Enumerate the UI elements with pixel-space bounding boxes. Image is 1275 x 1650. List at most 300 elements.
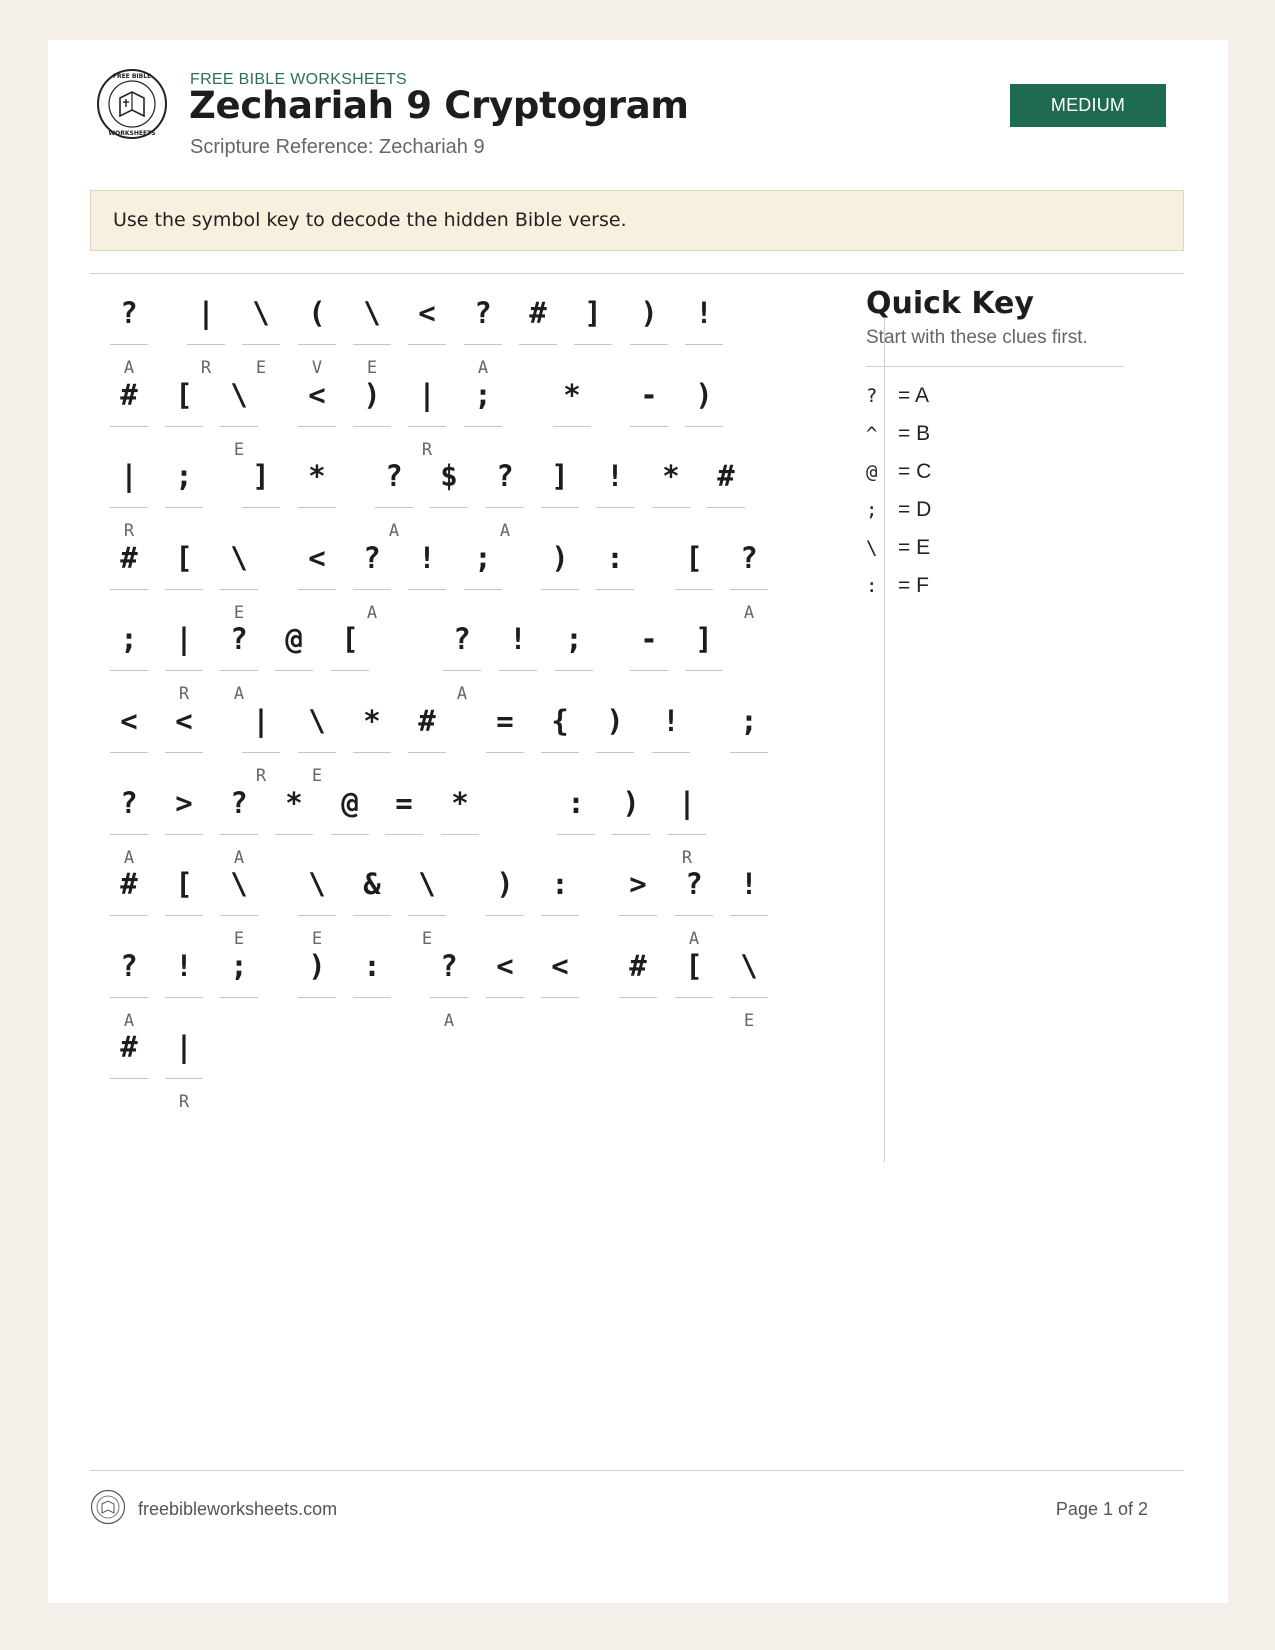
cipher-cell — [408, 696, 446, 782]
hint-letter: A — [123, 1011, 135, 1031]
cipher-cell — [110, 696, 148, 782]
answer-blank[interactable] — [165, 997, 203, 998]
answer-blank[interactable] — [630, 670, 668, 671]
cipher-symbol: | — [418, 378, 436, 412]
cipher-cell — [220, 370, 258, 460]
cipher-symbol: ? — [363, 541, 381, 575]
answer-blank[interactable] — [353, 997, 391, 998]
cipher-cell — [110, 533, 148, 619]
hint-letter: E — [311, 929, 323, 949]
cipher-symbol: | — [175, 622, 193, 656]
answer-blank[interactable] — [730, 997, 768, 998]
page-number: Page 1 of 2 — [1055, 1499, 1148, 1519]
quick-key-symbol: ; — [866, 499, 878, 521]
answer-blank[interactable] — [242, 752, 280, 753]
answer-blank[interactable] — [220, 834, 258, 835]
cipher-symbol: \ — [363, 296, 381, 330]
answer-blank[interactable] — [499, 670, 537, 671]
cipher-cell — [353, 370, 391, 456]
cipher-symbol: ? — [685, 867, 703, 901]
cipher-cell — [541, 859, 579, 945]
cipher-cell — [630, 614, 668, 700]
difficulty-badge: MEDIUM — [1010, 84, 1166, 127]
cipher-cell — [110, 288, 148, 378]
answer-blank[interactable] — [408, 426, 446, 427]
cipher-symbol: ; — [175, 459, 193, 493]
cipher-symbol: > — [175, 786, 193, 820]
cipher-cell — [110, 370, 148, 456]
cipher-cell — [441, 778, 479, 864]
answer-blank[interactable] — [331, 670, 369, 671]
answer-blank[interactable] — [298, 426, 336, 427]
cipher-symbol: ] — [551, 459, 569, 493]
cipher-cell — [541, 696, 579, 782]
cipher-cell — [668, 778, 706, 868]
answer-blank[interactable] — [110, 915, 148, 916]
cipher-cell — [408, 533, 446, 619]
cipher-symbol: # — [120, 1030, 138, 1064]
answer-blank[interactable] — [486, 507, 524, 508]
cipher-symbol: ( — [308, 296, 326, 330]
hint-letter: A — [477, 358, 489, 378]
cipher-cell — [707, 451, 745, 537]
answer-blank[interactable] — [668, 834, 706, 835]
cipher-symbol: # — [717, 459, 735, 493]
cipher-symbol: ) — [363, 378, 381, 412]
answer-blank[interactable] — [110, 344, 148, 345]
hint-letter: A — [123, 358, 135, 378]
cipher-cell — [110, 1022, 148, 1108]
cipher-symbol: [ — [685, 949, 703, 983]
answer-blank[interactable] — [220, 589, 258, 590]
cipher-symbol: = — [496, 704, 514, 738]
cipher-symbol: \ — [230, 541, 248, 575]
answer-blank[interactable] — [675, 589, 713, 590]
cipher-symbol: : — [606, 541, 624, 575]
answer-blank[interactable] — [685, 426, 723, 427]
footer-website: freebibleworksheets.com — [138, 1499, 338, 1519]
answer-blank[interactable] — [596, 589, 634, 590]
cipher-cell — [652, 451, 690, 537]
hint-letter: A — [499, 521, 511, 541]
cipher-cell — [541, 533, 579, 619]
cipher-cell — [730, 941, 768, 1031]
answer-blank[interactable] — [619, 915, 657, 916]
cipher-symbol: ) — [606, 704, 624, 738]
answer-blank[interactable] — [165, 670, 203, 671]
cipher-cell — [220, 778, 258, 868]
answer-blank[interactable] — [596, 752, 634, 753]
cipher-symbol: [ — [341, 622, 359, 656]
answer-blank[interactable] — [110, 507, 148, 508]
hint-letter: A — [443, 1011, 455, 1031]
hint-letter: A — [123, 848, 135, 868]
cipher-symbol: \ — [418, 867, 436, 901]
answer-blank[interactable] — [275, 834, 313, 835]
cipher-cell — [110, 778, 148, 868]
cipher-cell — [464, 533, 502, 619]
cipher-cell — [685, 370, 723, 456]
cipher-cell — [675, 533, 713, 619]
answer-blank[interactable] — [486, 997, 524, 998]
hint-letter: E — [366, 358, 378, 378]
cipher-symbol: ) — [640, 296, 658, 330]
cipher-cell — [375, 451, 413, 541]
answer-blank[interactable] — [353, 344, 391, 345]
answer-blank[interactable] — [165, 915, 203, 916]
cipher-cell — [619, 859, 657, 945]
cipher-cell — [574, 288, 612, 374]
answer-blank[interactable] — [242, 507, 280, 508]
footer-divider — [90, 1470, 1184, 1471]
worksheet-page — [48, 40, 1228, 1603]
cipher-symbol: ? — [230, 622, 248, 656]
hint-letter: R — [123, 521, 135, 541]
cipher-cell — [685, 288, 723, 374]
cipher-cell — [298, 941, 336, 1027]
answer-blank[interactable] — [557, 834, 595, 835]
cipher-symbol: : — [567, 786, 585, 820]
answer-blank[interactable] — [630, 344, 668, 345]
hint-letter: R — [681, 848, 693, 868]
quick-key-item — [866, 457, 931, 495]
quick-key-symbol: @ — [866, 461, 878, 483]
answer-blank[interactable] — [486, 915, 524, 916]
answer-blank[interactable] — [519, 344, 557, 345]
cipher-symbol: ? — [440, 949, 458, 983]
cipher-symbol: [ — [175, 867, 193, 901]
answer-blank[interactable] — [596, 507, 634, 508]
answer-blank[interactable] — [430, 507, 468, 508]
answer-blank[interactable] — [541, 915, 579, 916]
answer-blank[interactable] — [430, 997, 468, 998]
cipher-cell — [499, 614, 537, 700]
answer-blank[interactable] — [630, 426, 668, 427]
hint-letter: A — [743, 603, 755, 623]
cipher-symbol: ] — [584, 296, 602, 330]
cipher-symbol: > — [629, 867, 647, 901]
cipher-cell — [298, 288, 336, 378]
cipher-cell — [675, 941, 713, 1027]
cipher-cell — [464, 370, 502, 456]
logo-ring-bottom: WORKSHEETS — [108, 130, 156, 137]
answer-blank[interactable] — [408, 344, 446, 345]
cipher-symbol: ? — [120, 786, 138, 820]
cipher-cell — [408, 288, 446, 374]
cipher-cell — [596, 696, 634, 782]
answer-blank[interactable] — [110, 426, 148, 427]
cipher-cell — [220, 614, 258, 704]
answer-blank[interactable] — [612, 834, 650, 835]
cipher-symbol: | — [120, 459, 138, 493]
answer-blank[interactable] — [110, 997, 148, 998]
cipher-symbol: \ — [230, 378, 248, 412]
cipher-symbol: ) — [496, 867, 514, 901]
cipher-cell — [187, 288, 225, 378]
answer-blank[interactable] — [553, 426, 591, 427]
page-title: Zechariah 9 Cryptogram — [189, 84, 689, 127]
answer-blank[interactable] — [165, 426, 203, 427]
answer-blank[interactable] — [652, 752, 690, 753]
cipher-symbol: ] — [252, 459, 270, 493]
instructions-box: Use the symbol key to decode the hidden Bible verse. — [90, 190, 1184, 251]
answer-blank[interactable] — [242, 344, 280, 345]
answer-blank[interactable] — [385, 834, 423, 835]
quick-key-letter: = F — [898, 574, 929, 597]
answer-blank[interactable] — [165, 1078, 203, 1079]
answer-blank[interactable] — [353, 589, 391, 590]
cipher-cell — [486, 451, 524, 541]
cipher-symbol: [ — [685, 541, 703, 575]
cipher-cell — [555, 614, 593, 700]
cipher-symbol: : — [551, 867, 569, 901]
cipher-cell — [519, 288, 557, 374]
hint-letter: R — [178, 684, 190, 704]
cipher-symbol: < — [120, 704, 138, 738]
answer-blank[interactable] — [685, 344, 723, 345]
answer-blank[interactable] — [574, 344, 612, 345]
cipher-symbol: ! — [695, 296, 713, 330]
hint-letter: A — [388, 521, 400, 541]
cipher-cell — [298, 451, 336, 537]
answer-blank[interactable] — [443, 670, 481, 671]
answer-blank[interactable] — [298, 915, 336, 916]
quick-key-symbol: \ — [866, 537, 878, 559]
cipher-cell — [430, 941, 468, 1031]
answer-blank[interactable] — [619, 997, 657, 998]
cipher-cell — [486, 696, 524, 782]
answer-blank[interactable] — [541, 589, 579, 590]
answer-blank[interactable] — [298, 589, 336, 590]
answer-blank[interactable] — [652, 507, 690, 508]
answer-blank[interactable] — [707, 507, 745, 508]
quick-key-symbol: ^ — [866, 423, 878, 445]
answer-blank[interactable] — [331, 834, 369, 835]
cipher-cell — [242, 288, 280, 378]
answer-blank[interactable] — [187, 344, 225, 345]
quick-key-divider — [866, 366, 1124, 367]
answer-blank[interactable] — [275, 670, 313, 671]
cipher-symbol: ? — [740, 541, 758, 575]
answer-blank[interactable] — [220, 997, 258, 998]
answer-blank[interactable] — [730, 752, 768, 753]
cipher-symbol: \ — [740, 949, 758, 983]
answer-blank[interactable] — [675, 915, 713, 916]
answer-blank[interactable] — [353, 752, 391, 753]
cipher-symbol: & — [363, 867, 381, 901]
cipher-symbol: < — [496, 949, 514, 983]
cipher-symbol: < — [418, 296, 436, 330]
cipher-symbol: * — [662, 459, 680, 493]
answer-blank[interactable] — [464, 589, 502, 590]
quick-key-letter: = C — [898, 460, 932, 483]
quick-key-letter: = B — [898, 422, 931, 445]
answer-blank[interactable] — [685, 670, 723, 671]
cipher-cell — [612, 778, 650, 864]
cipher-cell — [165, 614, 203, 704]
cipher-cell — [165, 696, 203, 782]
hint-letter: R — [178, 1092, 190, 1112]
brand-name: FREE BIBLE WORKSHEETS — [190, 71, 408, 88]
cipher-symbol: \ — [308, 704, 326, 738]
answer-blank[interactable] — [220, 915, 258, 916]
cipher-cell — [298, 533, 336, 619]
quick-key-list — [866, 381, 931, 609]
hint-letter: E — [233, 929, 245, 949]
answer-blank[interactable] — [353, 426, 391, 427]
answer-blank[interactable] — [464, 426, 502, 427]
cipher-cell — [242, 696, 280, 786]
answer-blank[interactable] — [730, 589, 768, 590]
cipher-cell — [541, 451, 579, 537]
cipher-symbol: | — [197, 296, 215, 330]
cipher-cell — [486, 859, 524, 945]
answer-blank[interactable] — [408, 752, 446, 753]
answer-blank[interactable] — [464, 344, 502, 345]
answer-blank[interactable] — [441, 834, 479, 835]
answer-blank[interactable] — [541, 997, 579, 998]
cipher-symbol: ; — [565, 622, 583, 656]
answer-blank[interactable] — [298, 997, 336, 998]
cipher-cell — [443, 614, 481, 704]
answer-blank[interactable] — [110, 670, 148, 671]
hint-letter: E — [233, 603, 245, 623]
cipher-symbol: * — [308, 459, 326, 493]
cipher-cell — [619, 941, 657, 1027]
cipher-symbol: \ — [252, 296, 270, 330]
cipher-cell — [730, 696, 768, 782]
cipher-cell — [408, 370, 446, 460]
cipher-symbol: | — [252, 704, 270, 738]
hint-letter: A — [233, 684, 245, 704]
cipher-symbol: * — [285, 786, 303, 820]
cipher-symbol: ) — [551, 541, 569, 575]
cipher-symbol: ! — [606, 459, 624, 493]
cipher-cell — [730, 859, 768, 945]
cipher-symbol: ; — [740, 704, 758, 738]
answer-blank[interactable] — [541, 752, 579, 753]
cipher-cell — [242, 451, 280, 537]
answer-blank[interactable] — [486, 752, 524, 753]
answer-blank[interactable] — [298, 507, 336, 508]
cipher-symbol: ? — [230, 786, 248, 820]
answer-blank[interactable] — [110, 834, 148, 835]
answer-blank[interactable] — [541, 507, 579, 508]
quick-key-item — [866, 381, 931, 419]
hint-letter: A — [688, 929, 700, 949]
cipher-symbol: ? — [453, 622, 471, 656]
answer-blank[interactable] — [220, 426, 258, 427]
cipher-symbol: # — [529, 296, 547, 330]
cipher-symbol: ; — [474, 378, 492, 412]
answer-blank[interactable] — [298, 344, 336, 345]
cipher-symbol: # — [120, 378, 138, 412]
answer-blank[interactable] — [110, 589, 148, 590]
cipher-cell — [353, 288, 391, 378]
quick-key-symbol: : — [866, 575, 878, 597]
answer-blank[interactable] — [298, 752, 336, 753]
cipher-cell — [630, 370, 668, 456]
cipher-symbol: # — [120, 867, 138, 901]
answer-blank[interactable] — [165, 834, 203, 835]
cipher-symbol: \ — [230, 867, 248, 901]
hint-letter: A — [366, 603, 378, 623]
answer-blank[interactable] — [165, 507, 203, 508]
quick-key-symbol: ? — [866, 385, 878, 407]
cipher-cell — [331, 778, 369, 864]
cipher-symbol: - — [640, 378, 658, 412]
cipher-symbol: * — [363, 704, 381, 738]
cipher-cell — [298, 370, 336, 456]
answer-blank[interactable] — [220, 670, 258, 671]
cipher-cell — [165, 778, 203, 864]
cipher-cell — [685, 614, 723, 700]
quick-key-item — [866, 533, 931, 571]
cipher-symbol: ! — [662, 704, 680, 738]
cipher-symbol: ; — [230, 949, 248, 983]
cipher-cell — [110, 859, 148, 945]
hint-letter: A — [456, 684, 468, 704]
cipher-symbol: @ — [341, 786, 359, 820]
cipher-cell — [298, 696, 336, 786]
footer-logo-icon — [90, 1489, 126, 1525]
answer-blank[interactable] — [110, 1078, 148, 1079]
cipher-symbol: < — [308, 378, 326, 412]
cipher-cell — [165, 1022, 203, 1112]
answer-blank[interactable] — [375, 507, 413, 508]
cipher-cell — [275, 778, 313, 864]
cipher-symbol: ! — [175, 949, 193, 983]
cipher-symbol: $ — [440, 459, 458, 493]
answer-blank[interactable] — [408, 915, 446, 916]
cipher-symbol: : — [363, 949, 381, 983]
cipher-cell — [220, 859, 258, 949]
cipher-cell — [275, 614, 313, 700]
answer-blank[interactable] — [675, 997, 713, 998]
cipher-cell — [675, 859, 713, 949]
cipher-symbol: ? — [496, 459, 514, 493]
cipher-cell — [165, 859, 203, 945]
cipher-cell — [165, 451, 203, 537]
cipher-symbol: { — [551, 704, 569, 738]
answer-blank[interactable] — [408, 589, 446, 590]
hint-letter: R — [255, 766, 267, 786]
cipher-symbol: # — [120, 541, 138, 575]
answer-blank[interactable] — [110, 752, 148, 753]
quick-key-letter: = A — [898, 384, 929, 407]
cipher-symbol: * — [563, 378, 581, 412]
hint-letter: E — [421, 929, 433, 949]
cipher-symbol: < — [175, 704, 193, 738]
cipher-symbol: ? — [385, 459, 403, 493]
answer-blank[interactable] — [353, 915, 391, 916]
cryptogram-grid — [48, 40, 868, 1240]
cipher-cell — [165, 941, 203, 1027]
cipher-cell — [298, 859, 336, 949]
logo-ring-top: FREE BIBLE — [112, 73, 152, 80]
cipher-symbol: = — [395, 786, 413, 820]
hint-letter: E — [311, 766, 323, 786]
cipher-symbol: ! — [509, 622, 527, 656]
answer-blank[interactable] — [165, 589, 203, 590]
cipher-symbol: < — [308, 541, 326, 575]
answer-blank[interactable] — [730, 915, 768, 916]
cipher-symbol: ) — [308, 949, 326, 983]
cipher-cell — [430, 451, 468, 537]
cipher-cell — [110, 941, 148, 1031]
answer-blank[interactable] — [555, 670, 593, 671]
answer-blank[interactable] — [165, 752, 203, 753]
